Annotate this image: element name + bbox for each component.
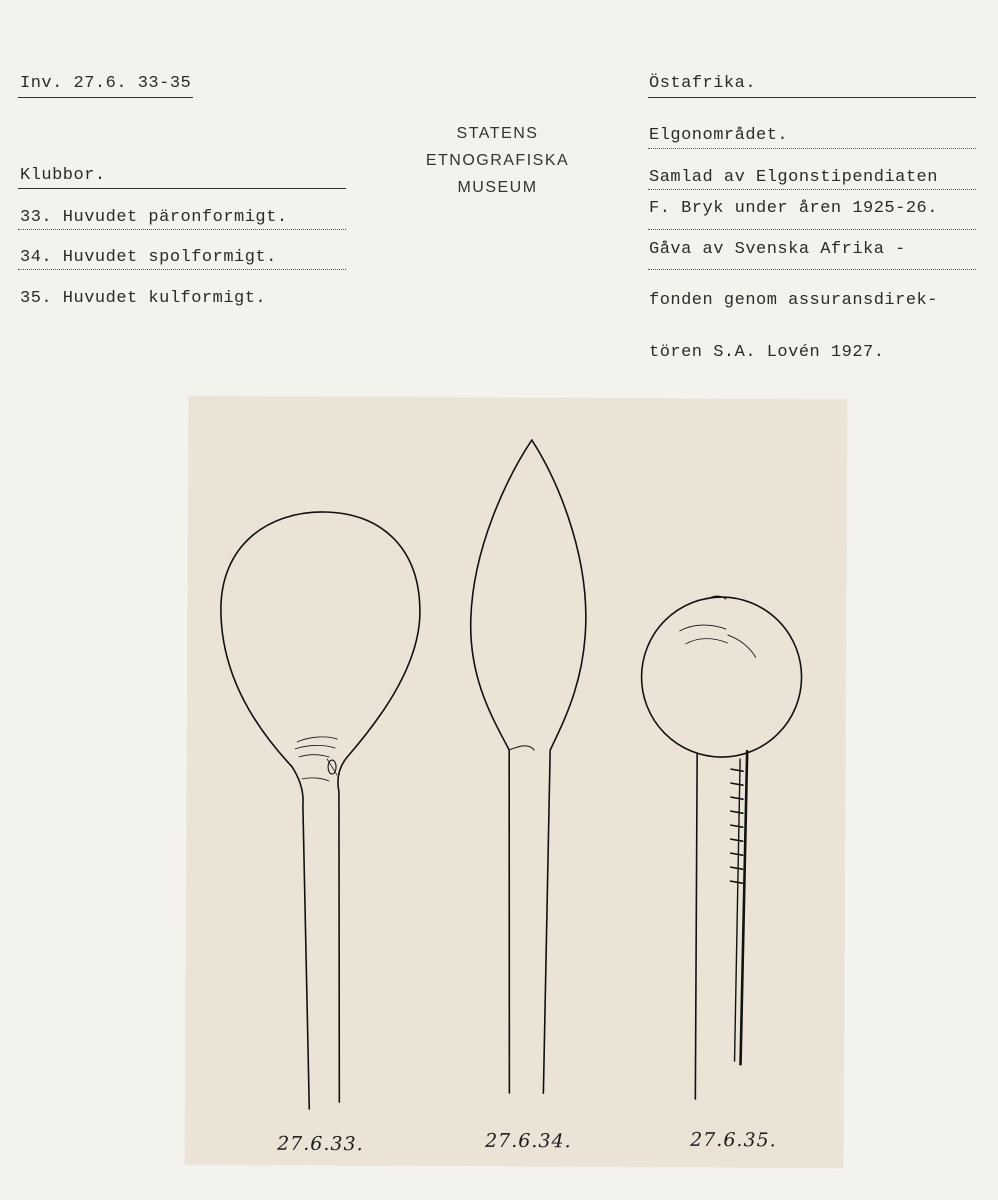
inventory-underline bbox=[18, 97, 193, 98]
label-27-6-34: 27.6.34. bbox=[485, 1129, 572, 1153]
category-underline bbox=[18, 188, 346, 189]
provenance-rule-2 bbox=[648, 229, 976, 230]
provenance-line-1: Samlad av Elgonstipendiaten bbox=[649, 168, 938, 187]
item-35: 35. Huvudet kulformigt. bbox=[20, 289, 267, 308]
museum-line-2: ETNOGRAFISKA bbox=[425, 152, 570, 169]
club-34-drawing bbox=[468, 440, 587, 1094]
provenance-line-4: fonden genom assuransdirek- bbox=[649, 291, 938, 310]
club-35-drawing bbox=[639, 596, 802, 1100]
inventory-number: Inv. 27.6. 33-35 bbox=[20, 74, 192, 93]
provenance-rule-3 bbox=[648, 269, 976, 270]
item-34: 34. Huvudet spolformigt. bbox=[20, 248, 277, 267]
label-27-6-35: 27.6.35. bbox=[690, 1128, 777, 1152]
drawing-sheet bbox=[185, 396, 847, 1167]
area-rule bbox=[648, 148, 976, 149]
club-33-drawing bbox=[218, 511, 420, 1109]
provenance-line-5: tören S.A. Lovén 1927. bbox=[649, 343, 885, 362]
museum-header bbox=[395, 120, 600, 201]
provenance-line-3: Gåva av Svenska Afrika - bbox=[649, 240, 906, 259]
category-title: Klubbor. bbox=[20, 166, 106, 185]
region-underline bbox=[648, 97, 976, 98]
item-33: 33. Huvudet päronformigt. bbox=[20, 208, 288, 227]
provenance-line-2: F. Bryk under åren 1925-26. bbox=[649, 199, 938, 218]
item-33-rule bbox=[18, 229, 346, 230]
item-34-rule bbox=[18, 269, 346, 270]
provenance-rule-1 bbox=[648, 189, 976, 190]
area: Elgonområdet. bbox=[649, 126, 789, 145]
club-illustration bbox=[185, 396, 847, 1167]
region: Östafrika. bbox=[649, 74, 757, 93]
museum-line-1: STATENS bbox=[456, 125, 539, 142]
museum-line-3: MUSEUM bbox=[457, 179, 538, 196]
label-27-6-33: 27.6.33. bbox=[277, 1132, 364, 1156]
